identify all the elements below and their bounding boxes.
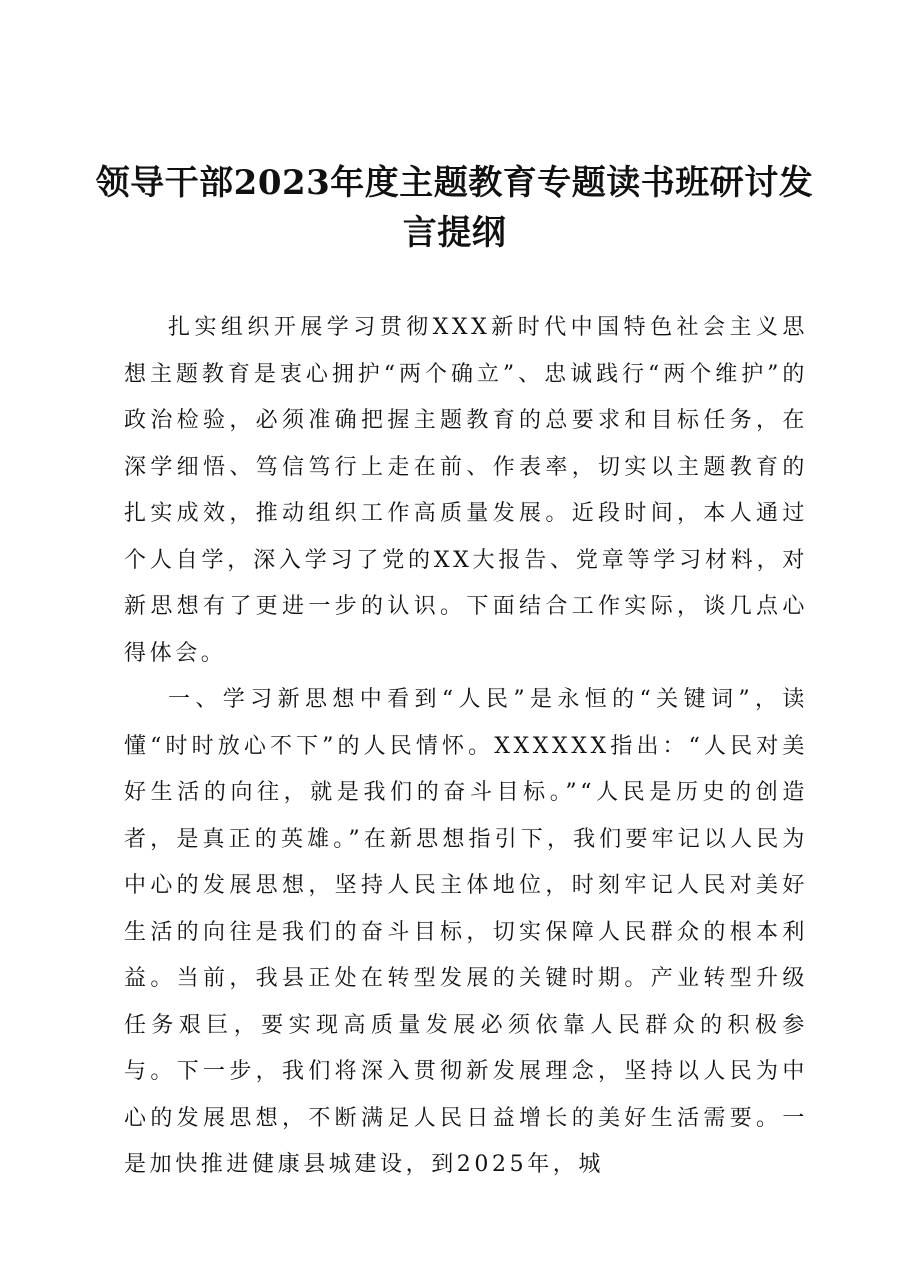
paragraph-section-one: 一、学习新思想中看到“人民”是永恒的“关键词”，读懂“时时放心不下”的人民情怀。XXXXXX指出：“人民对美好生活的向往，就是我们的奋斗目标。”“人民是历史的创造者，是真正的英雄。”在新思想指引下，我们要牢记以人民为中心的发展思想，坚持人民主体地位，时刻牢记人民对美好生活的向往是我们的奋斗目标，切实保障人民群众的根本利益。当前，我县正处在转型发展的关键时期。产业转型升级任务艰巨，要实现高质量发展必须依靠人民群众的积极参与。下一步，我们将深入贯彻新发展理念，坚持以人民为中心的发展思想，不断满足人民日益增长的美好生活需要。一是加快推进健康县城建设，到2025年，城 [124,687,808,1177]
paragraph-intro: 扎实组织开展学习贯彻XXX新时代中国特色社会主义思想主题教育是衷心拥护“两个确立”、忠诚践行“两个维护”的政治检验，必须准确把握主题教育的总要求和目标任务，在深学细悟、笃信笃行上走在前、作表率，切实以主题教育的扎实成效，推动组织工作高质量发展。近段时间，本人通过个人自学，深入学习了党的XX大报告、党章等学习材料，对新思想有了更进一步的认识。下面结合工作实际，谈几点心得体会。 [124,315,808,666]
document-body [124,305,808,1189]
document-title: 领导干部2023年度主题教育专题读书班研讨发言提纲 [95,163,814,253]
